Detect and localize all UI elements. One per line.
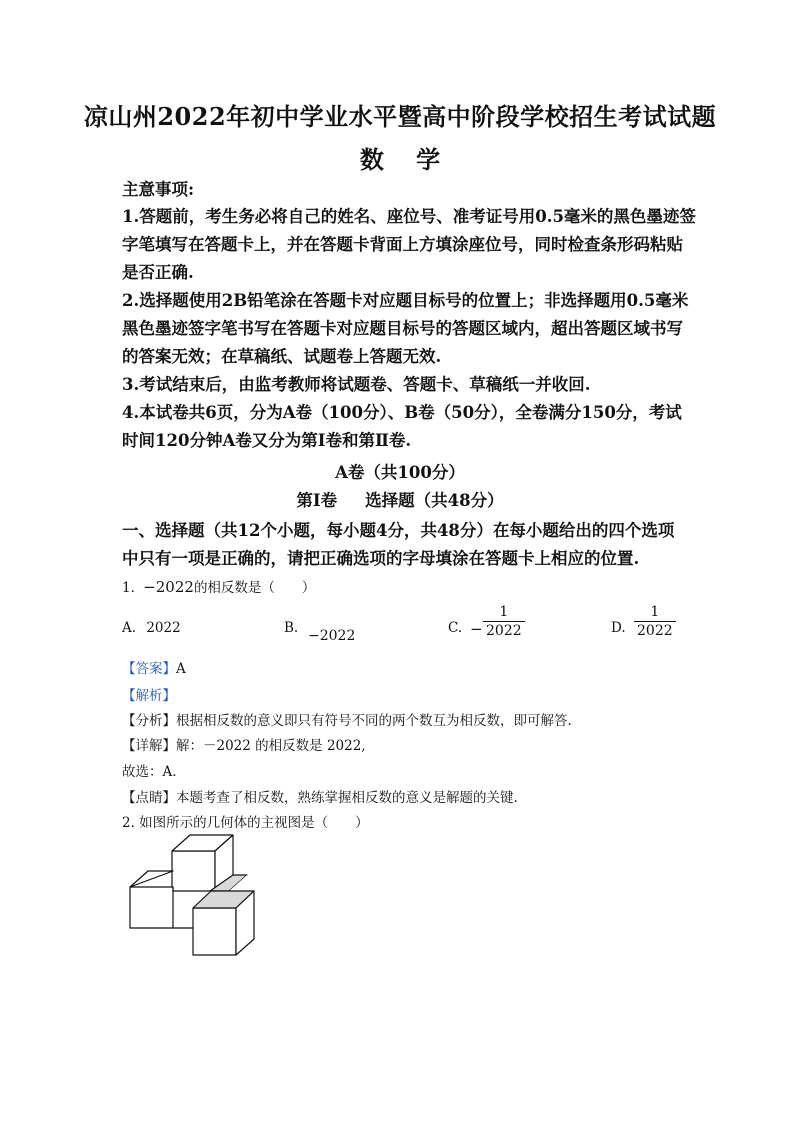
dianjing-text: 本题考查了相反数，熟练掌握相反数的意义是解题的关键. <box>176 790 518 806</box>
notice-line: 2.选择题使用2B铅笔涂在答题卡对应题目标号的位置上；非选择题用0.5毫米 <box>122 291 689 310</box>
fraction-denominator: 2022 <box>483 621 525 639</box>
question-expression: −2022 <box>143 578 194 596</box>
notice-line: 黑色墨迹签字笔书写在答题卡对应题目标号的答题区域内，超出答题区域书写 <box>122 319 683 338</box>
option-d-label: D. <box>611 620 626 636</box>
option-value: 2022 <box>146 620 181 636</box>
xiangjie-line <box>122 734 366 754</box>
fenxi-tag: 【分析】 <box>122 713 176 729</box>
mc-instruction: 一、选择题（共12个小题，每小题4分，共48分）在每小题给出的四个选项 <box>122 521 675 540</box>
analysis-tag: 【解析】 <box>122 688 176 704</box>
notice-line: 是否正确. <box>122 263 194 282</box>
question-2-stem: 2. 如图所示的几何体的主视图是（ ） <box>122 815 369 831</box>
fraction-numerator: 1 <box>499 604 509 620</box>
notice-line: 的答案无效；在草稿纸、试题卷上答题无效. <box>122 347 442 366</box>
fraction-numerator: 1 <box>650 604 660 620</box>
option-b-label: B. <box>284 620 299 636</box>
volume-a-heading: A卷（共100分） <box>335 463 465 482</box>
notice-line: 4.本试卷共6页，分为A卷（100分）、B卷（50分），全卷满分150分，考试 <box>122 403 682 422</box>
subject-title: 数 学 <box>359 145 441 174</box>
question-text: 的相反数是（ ） <box>193 580 316 596</box>
option-d-fraction <box>634 604 676 639</box>
option-c-label: C. <box>448 620 463 636</box>
notice-line: 字笔填写在答题卡上，并在答题卡背面上方填涂座位号，同时检查条形码粘贴 <box>122 235 683 254</box>
option-b-value: −2022 <box>308 628 356 644</box>
answer-line <box>122 657 186 677</box>
top-cube-front <box>172 851 215 891</box>
mc-instruction: 中只有一项是正确的，请把正确选项的字母填涂在答题卡上相应的位置. <box>122 549 640 568</box>
option-label: A. <box>122 620 137 636</box>
option-c-sign: − <box>470 620 483 638</box>
xiangjie-tag: 【详解】 <box>122 738 176 754</box>
dianjing-line <box>122 786 518 806</box>
question-number: 1. <box>122 580 135 596</box>
exam-title: 凉山州2022年初中学业水平暨高中阶段学校招生考试试题 <box>83 102 717 131</box>
notice-line: 3.考试结束后，由监考教师将试题卷、答题卡、草稿纸一并收回. <box>122 375 591 394</box>
fenxi-line <box>122 709 572 729</box>
option-c-fraction <box>483 604 525 639</box>
notice-line: 时间120分钟A卷又分为第I卷和第Ⅱ卷. <box>122 431 412 450</box>
choice-line: 故选：A. <box>122 764 177 780</box>
analysis-line <box>122 684 176 704</box>
answer-value: A <box>176 661 186 677</box>
geometry-solid-figure <box>120 828 280 963</box>
fenxi-text: 根据相反数的意义即只有符号不同的两个数互为相反数，即可解答. <box>176 713 572 729</box>
notice-heading: 主意事项: <box>122 180 195 199</box>
xiangjie-text: 解：－2022 的相反数是 2022, <box>176 738 366 754</box>
left-cube-top <box>130 871 173 887</box>
dianjing-tag: 【点睛】 <box>122 790 176 806</box>
part1-name: 第I卷 <box>296 491 338 510</box>
fraction-denominator: 2022 <box>634 621 676 639</box>
front-cube-front <box>193 908 236 955</box>
notice-line: 1.答题前，考生务必将自己的姓名、座位号、准考证号用0.5毫米的黑色墨迹签 <box>122 207 696 226</box>
left-cube-front <box>130 887 173 928</box>
option-a <box>122 620 181 636</box>
part1-heading <box>0 487 800 511</box>
answer-tag: 【答案】 <box>122 661 176 677</box>
question-1-stem <box>122 576 315 596</box>
part1-desc: 选择题（共48分） <box>365 491 504 510</box>
